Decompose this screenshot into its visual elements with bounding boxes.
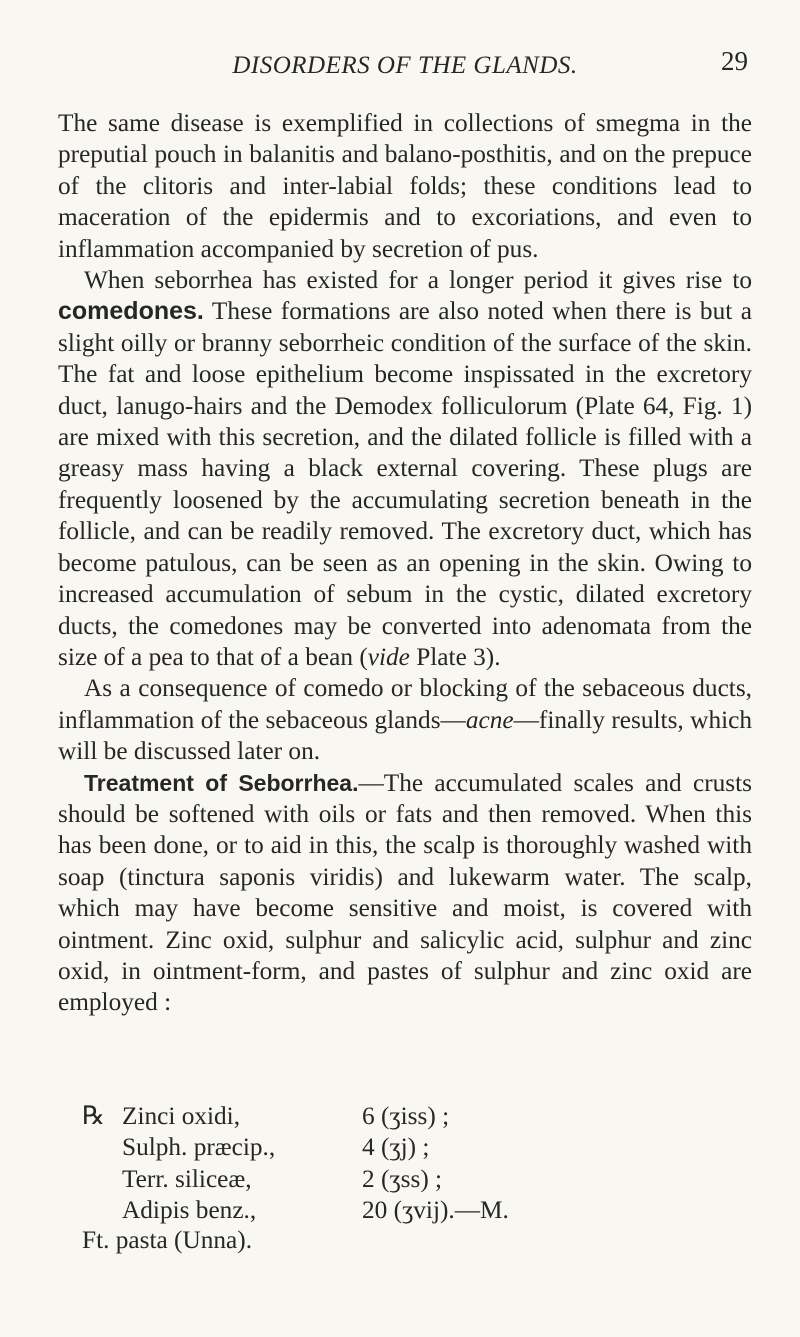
paragraph-3-start: As a consequence of comedo or blocking of the sebaceous ducts, inflammation of the sebaceous glands— xyxy=(58,674,752,734)
paragraph-4-body: —The accumulated scales and crusts should be softened with oils or fats and then removed. When this has been done, or to aid in this, the scalp is thoroughly washed with soap (tinctura saponis viridis) and lukewarm water. The scalp, which may have become sensitive and moist, is covered with ointment. Zinc oxid, sulphur and salicylic acid, sulphur and zinc oxid, in ointment-form, and pastes of sulphur and zinc oxid are employed : xyxy=(58,768,752,1017)
prescription-row xyxy=(82,1101,682,1132)
recipe-symbol: ℞ xyxy=(82,1102,105,1130)
ingredient-name: Adipis benz., xyxy=(122,1196,257,1225)
page-number: 29 xyxy=(721,46,748,76)
ingredient-quantity: 4 (ʒj) ; xyxy=(362,1133,430,1162)
ingredient-quantity: 2 (ʒss) ; xyxy=(362,1164,443,1193)
ingredient-name: Sulph. præcip., xyxy=(122,1133,276,1162)
paragraph-2-start: When seborrhea has existed for a longer period it gives rise to xyxy=(84,266,752,295)
ingredient-name: Terr. siliceæ, xyxy=(122,1164,252,1193)
page-header xyxy=(60,46,750,86)
paragraph-3-end: —finally results, which will be discussed later on. xyxy=(58,705,752,766)
ingredient-name: Zinci oxidi, xyxy=(122,1102,241,1130)
term-comedones: comedones. xyxy=(58,297,204,326)
paragraph-4 xyxy=(58,768,752,1019)
prescription-row xyxy=(82,1195,682,1226)
term-acne: acne xyxy=(465,705,514,734)
term-vide: vide xyxy=(367,642,410,671)
prescription-footer: Ft. pasta (Unna). xyxy=(82,1226,253,1254)
running-title: DISORDERS OF THE GLANDS. xyxy=(232,52,578,79)
treatment-heading: Treatment of Seborrhea. xyxy=(84,769,359,796)
paragraph-2 xyxy=(58,265,752,673)
paragraph-1-text: The same disease is exemplified in collections of smegma in the preputial pouch in balanitis and balano-posthitis, and on the prepuce of the clitoris and inter-labial folds; these conditions lead to maceration of the epidermis and to excoriations, and even to inflammation accompanied by secretion of pus. xyxy=(58,109,752,263)
prescription-row xyxy=(82,1132,682,1163)
ingredient-quantity: 20 (ʒvij).—M. xyxy=(362,1196,509,1225)
ingredient-quantity: 6 (ʒiss) ; xyxy=(362,1102,450,1130)
prescription-row xyxy=(82,1164,682,1195)
paragraph-1 xyxy=(58,108,752,265)
paragraph-3 xyxy=(58,673,752,767)
paragraph-2-middle: These formations are also noted when there is but a slight oilly or branny seborrheic condition of the surface of the skin. The fat and loose epithelium become inspissated in the excretory duct, lanugo-hairs and the Demodex folliculorum (Plate 64, Fig. 1) are mixed with this secretion, and the dilated follicle is filled with a greasy mass having a black external covering. These plugs are frequently loosened by the accumulating secretion beneath in the follicle, and can be readily removed. The excretory duct, which has become patulous, can be seen as an opening in the skin. Owing to increased accumulation of sebum in the cystic, dilated excretory ducts, the comedones may be converted into adenomata from the size of a pea to that of a bean ( xyxy=(58,297,752,671)
body-text xyxy=(58,108,752,1019)
prescription xyxy=(82,1101,682,1227)
paragraph-2-end: Plate 3). xyxy=(409,642,501,671)
